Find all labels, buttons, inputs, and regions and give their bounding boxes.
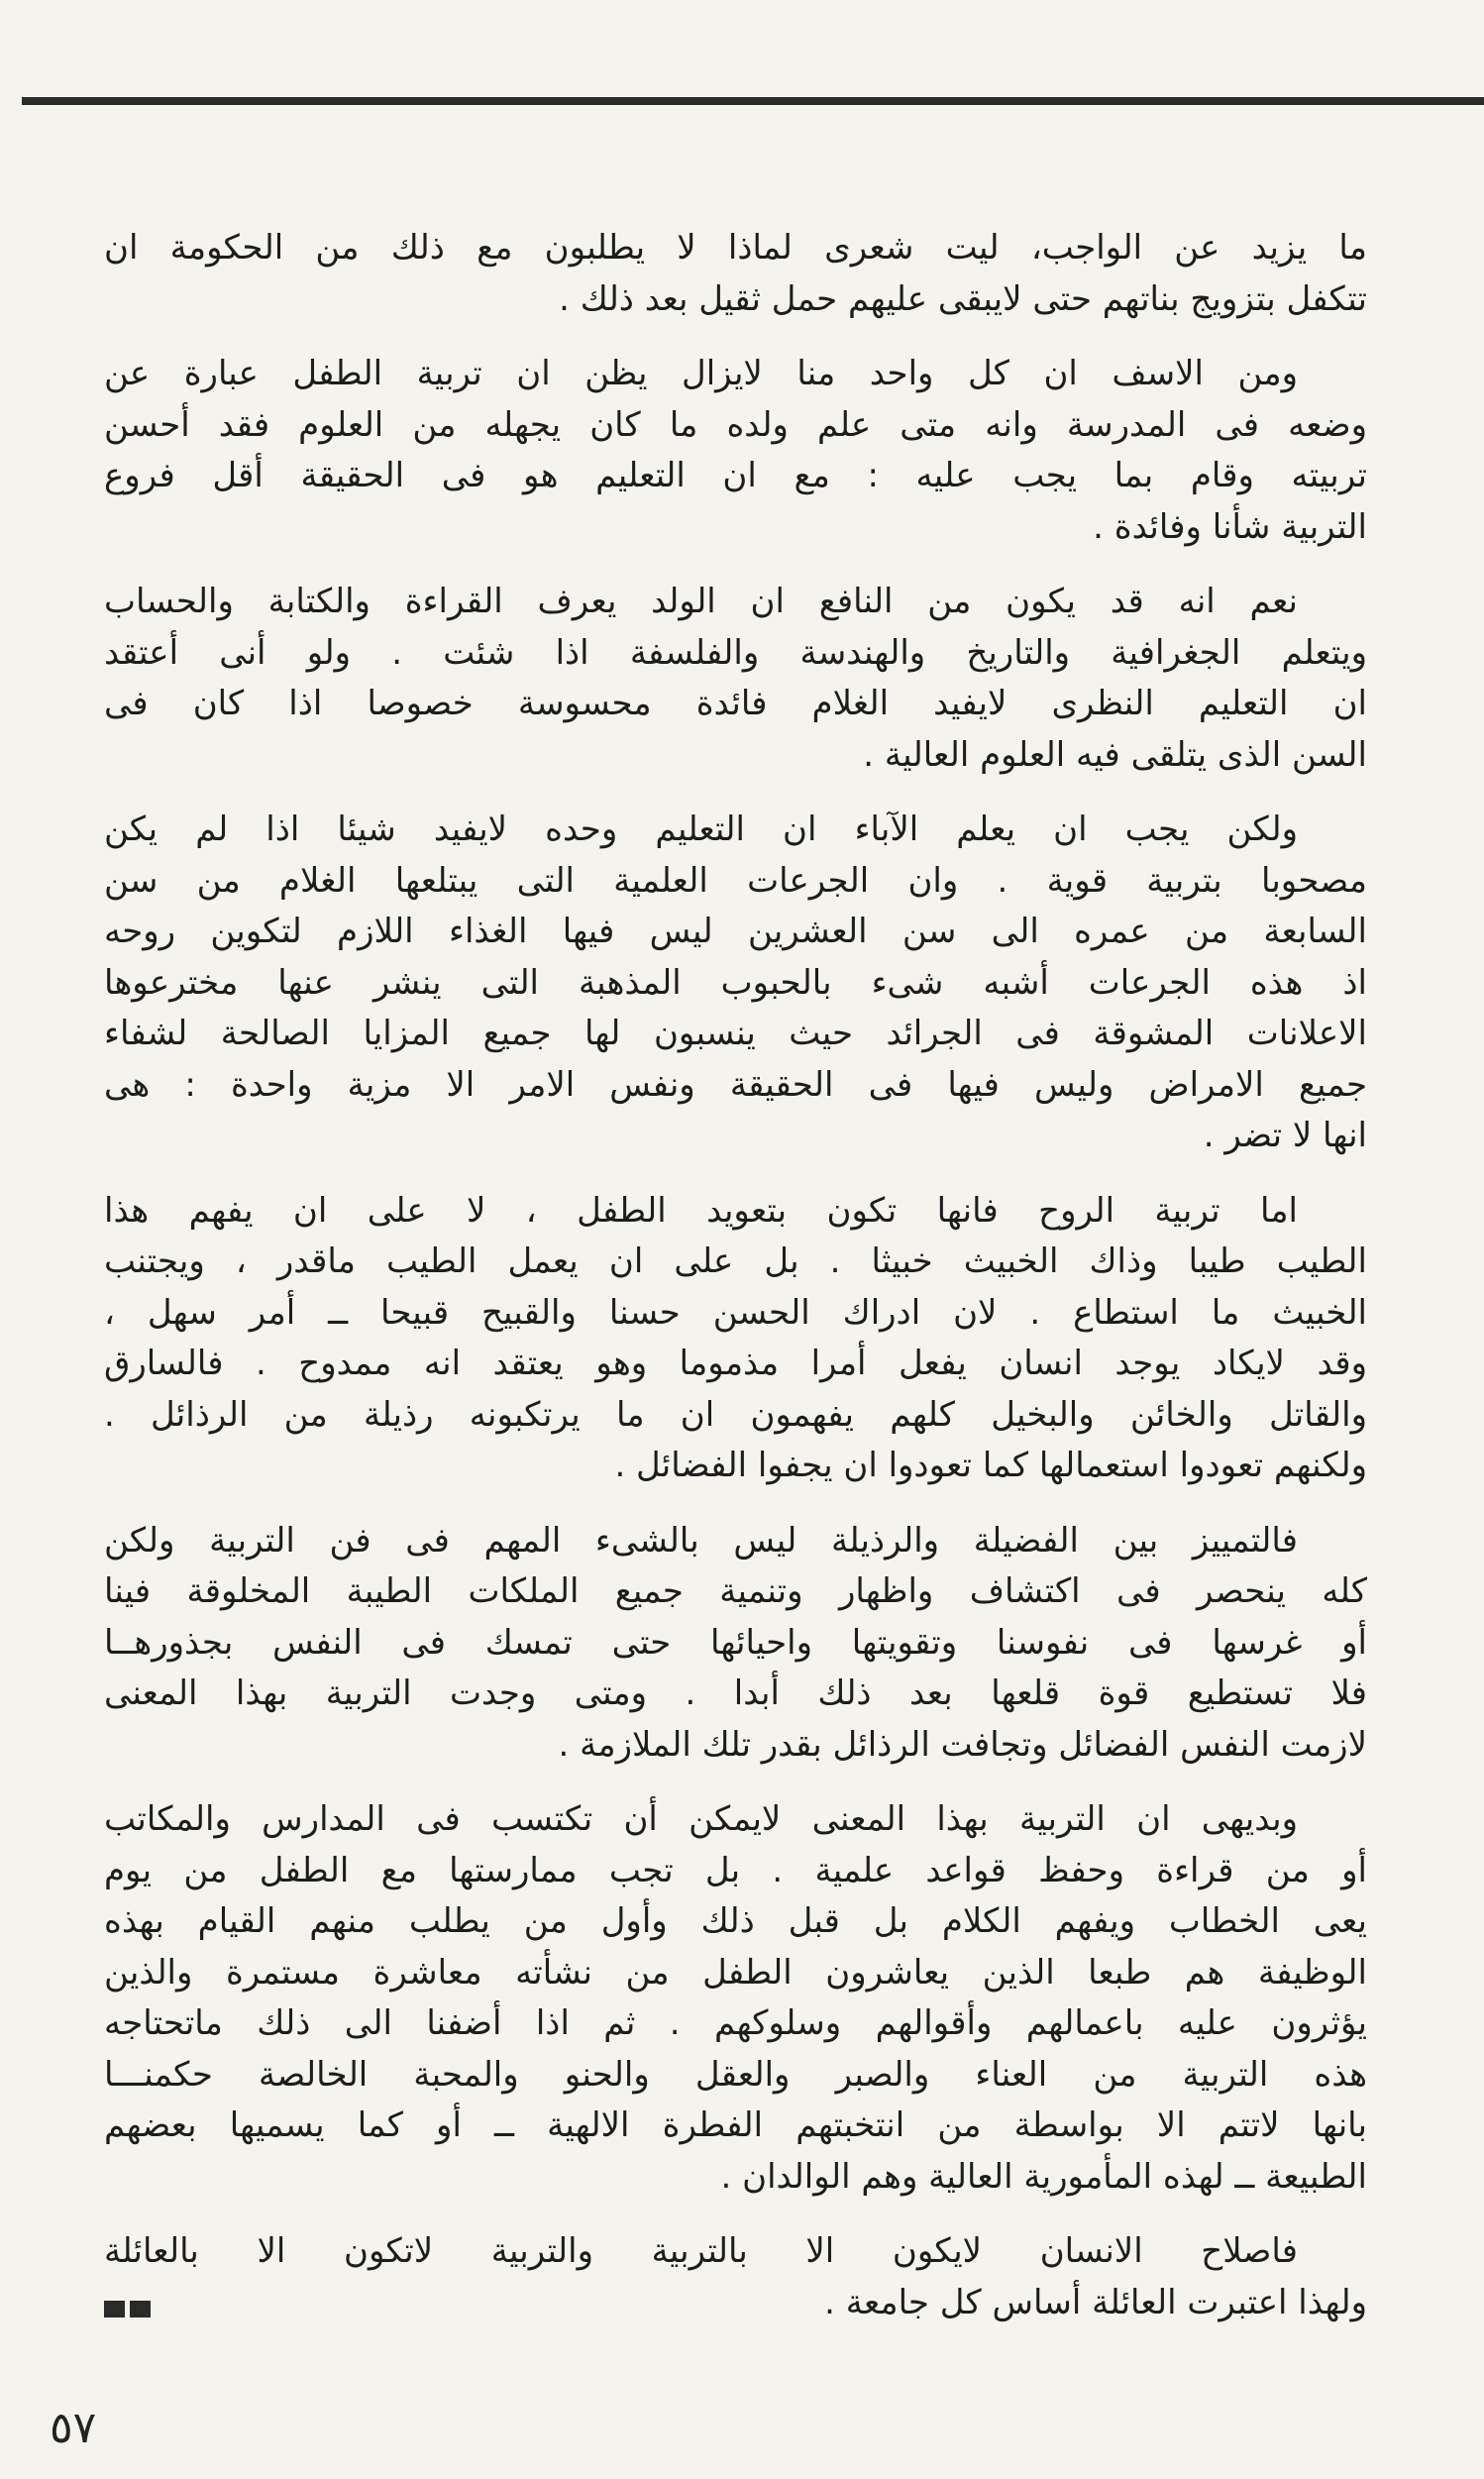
- paragraph-2: [104, 349, 1367, 553]
- end-square-icon: [130, 2301, 151, 2317]
- text-line: الطيب طيبا وذاك الخبيث خبيثا . بل على ان يعمل الطيب ماقدر ، ويجتنب: [104, 1241, 1367, 1281]
- text-line: فلا تستطيع قوة قلعها بعد ذلك أبدا . ومتى وجدت التربية بهذا المعنى: [104, 1673, 1367, 1713]
- text-line: أو من قراءة وحفظ قواعد علمية . بل تجب ممارستها مع الطفل من يوم: [104, 1850, 1367, 1890]
- text-line: ما يزيد عن الواجب، ليت شعرى لماذا لا يطلبون مع ذلك من الحكومة ان: [104, 228, 1367, 268]
- text-line: انها لا تضر .: [1203, 1116, 1367, 1155]
- text-line: تربيته وقام بما يجب عليه : مع ان التعليم هو فى الحقيقة أقل فروع: [104, 456, 1367, 495]
- text-line: الطبيعة ــ لهذه المأمورية العالية وهم الوالدان .: [720, 2156, 1367, 2197]
- text-line: مصحوبا بتربية قوية . وان الجرعات العلمية التى يبتلعها الغلام من سن: [104, 860, 1367, 901]
- text-line: التربية شأنا وفائدة .: [1093, 506, 1367, 547]
- text-line: نعم انه قد يكون من النافع ان الولد يعرف القراءة والكتابة والحساب: [104, 582, 1298, 621]
- text-line: اذ هذه الجرعات أشبه شىء بالحبوب المذهبة التى ينشر عنها مخترعوها: [104, 962, 1367, 1003]
- text-line: السن الذى يتلقى فيه العلوم العالية .: [863, 734, 1367, 775]
- paragraph-1: [104, 223, 1367, 325]
- text-line: اما تربية الروح فانها تكون بتعويد الطفل ، لا على ان يفهم هذا: [104, 1190, 1298, 1231]
- text-line: السابعة من عمره الى سن العشرين ليس فيها الغذاء اللازم لتكوين روحه: [104, 912, 1367, 951]
- text-line: أو غرسها فى نفوسنا وتقويتها واحيائها حتى تمسك فى النفس بجذورهــا: [104, 1622, 1367, 1663]
- page-number: ٥٧: [50, 2403, 97, 2453]
- text-line: ويتعلم الجغرافية والتاريخ والهندسة والفلسفة اذا شئت . ولو أنى أعتقد: [104, 632, 1367, 673]
- text-line: تتكفل بتزويج بناتهم حتى لايبقى عليهم حمل ثقيل بعد ذلك .: [559, 278, 1367, 319]
- top-rule: [22, 97, 1484, 105]
- paragraph-6: [104, 1516, 1367, 1772]
- end-of-article-mark: [104, 2301, 151, 2317]
- text-line: بانها لاتتم الا بواسطة من انتخبتهم الفطرة الالهية ــ أو كما يسميها بعضهم: [104, 2105, 1367, 2145]
- end-square-icon: [104, 2301, 125, 2317]
- text-line: فاصلاح الانسان لايكون الا بالتربية والتربية لاتكون الا بالعائلة: [104, 2231, 1298, 2271]
- text-line: ولكن يجب ان يعلم الآباء ان التعليم وحده لايفيد شيئا اذا لم يكن: [104, 809, 1298, 849]
- paragraph-5: [104, 1186, 1367, 1492]
- text-line: جميع الامراض وليس فيها فى الحقيقة ونفس الامر الا مزية واحدة : هى: [104, 1064, 1367, 1105]
- paragraph-3: [104, 577, 1367, 781]
- text-line: والقاتل والخائن والبخيل كلهم يفهمون ان ما يرتكبونه رذيلة من الرذائل .: [104, 1394, 1367, 1435]
- article-body: [104, 223, 1367, 2352]
- text-line: الخبيث ما استطاع . لان ادراك الحسن حسنا والقبيح قبيحا ــ أمر سهل ،: [104, 1292, 1367, 1333]
- text-line: ومن الاسف ان كل واحد منا لايزال يظن ان تربية الطفل عبارة عن: [104, 354, 1298, 393]
- text-line: الاعلانات المشوقة فى الجرائد حيث ينسبون لها جميع المزايا الصالحة لشفاء: [104, 1014, 1367, 1053]
- text-line: وبديهى ان التربية بهذا المعنى لايمكن أن تكتسب فى المدارس والمكاتب: [104, 1799, 1298, 1839]
- text-line: وقد لايكاد يوجد انسان يفعل أمرا مذموما وهو يعتقد انه ممدوح . فالسارق: [104, 1344, 1367, 1383]
- text-line: فالتمييز بين الفضيلة والرذيلة ليس بالشىء المهم فى فن التربية ولكن: [104, 1520, 1298, 1561]
- text-line: يؤثرون عليه باعمالهم وأقوالهم وسلوكهم . ثم اذا أضفنا الى ذلك ماتحتاجه: [104, 2003, 1367, 2043]
- text-line: كله ينحصر فى اكتشاف واظهار وتنمية جميع الملكات الطيبة المخلوقة فينا: [104, 1571, 1367, 1611]
- text-line: ولكنهم تعودوا استعمالها كما تعودوا ان يجفوا الفضائل .: [614, 1446, 1367, 1485]
- text-line: الوظيفة هم طبعا الذين يعاشرون الطفل من نشأته معاشرة مستمرة والذين: [104, 1952, 1367, 1993]
- text-line: يعى الخطاب ويفهم الكلام بل قبل ذلك وأول من يطلب منهم القيام بهذه: [104, 1901, 1367, 1941]
- text-line: ولهذا اعتبرت العائلة أساس كل جامعة .: [824, 2282, 1367, 2322]
- text-line: لازمت النفس الفضائل وتجافت الرذائل بقدر تلك الملازمة .: [558, 1724, 1367, 1765]
- paragraph-7: [104, 1794, 1367, 2203]
- text-line: وضعه فى المدرسة وانه متى علم ولده ما كان يجهله من العلوم فقد أحسن: [104, 404, 1367, 445]
- text-line: هذه التربية من العناء والصبر والعقل والحنو والمحبة الخالصة حكمنـــا: [104, 2054, 1367, 2095]
- paragraph-8: [104, 2226, 1367, 2328]
- paragraph-4: [104, 805, 1367, 1162]
- text-line: ان التعليم النظرى لايفيد الغلام فائدة محسوسة خصوصا اذا كان فى: [104, 684, 1367, 723]
